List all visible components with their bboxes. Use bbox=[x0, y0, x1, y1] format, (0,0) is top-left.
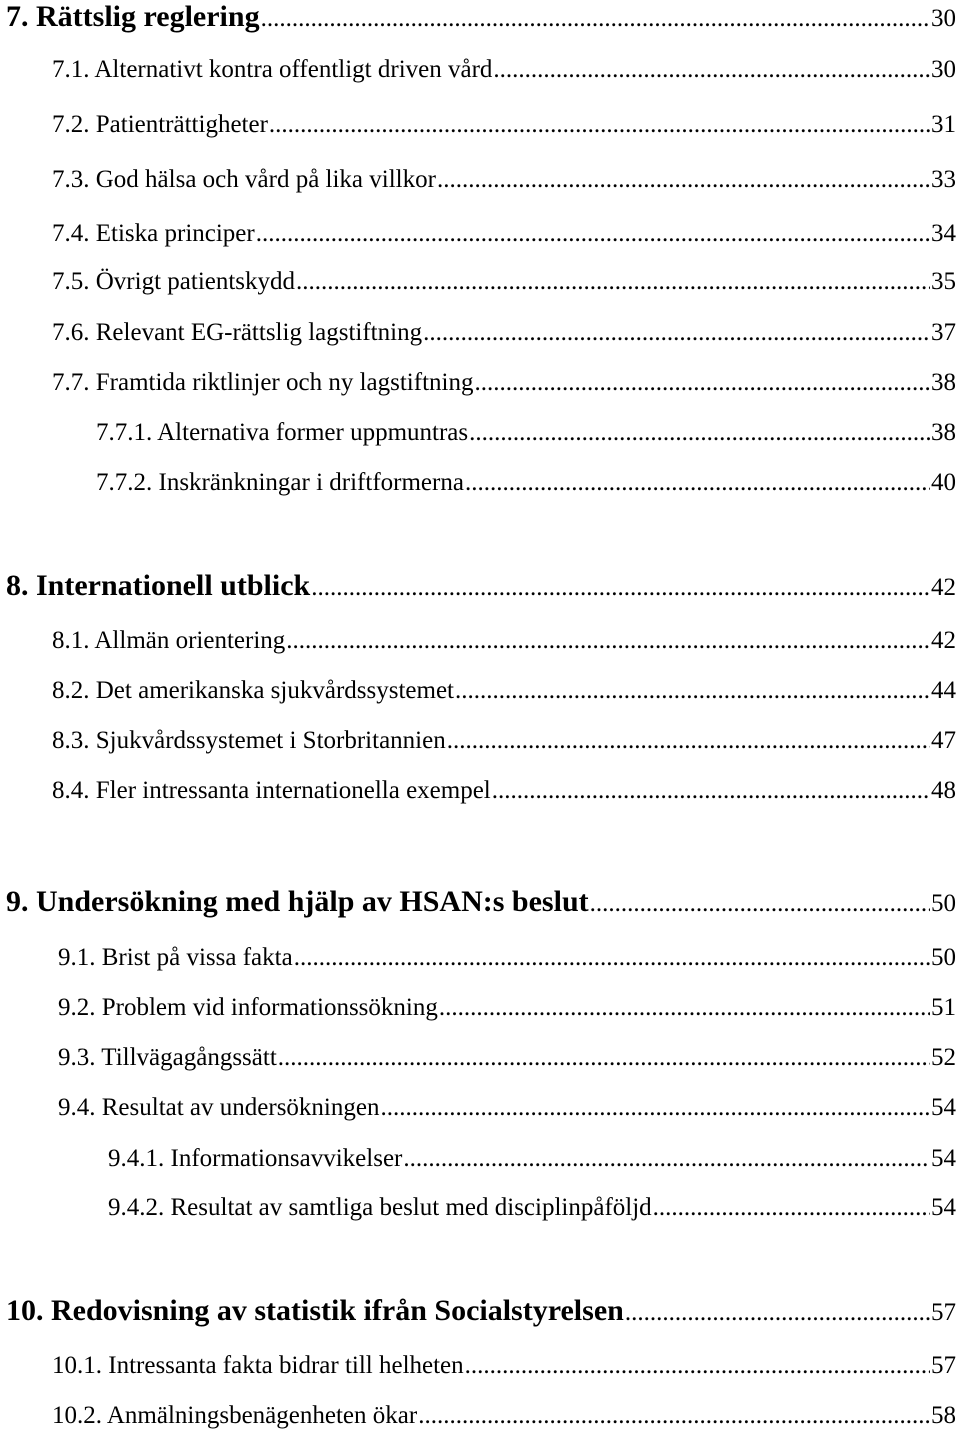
toc-page-number: 51 bbox=[931, 994, 956, 1021]
dot-leader bbox=[492, 777, 930, 805]
toc-page-number: 40 bbox=[931, 469, 956, 496]
toc-entry-chapter-10[interactable] bbox=[6, 1294, 956, 1330]
dot-leader bbox=[261, 5, 930, 33]
toc-entry-7-1[interactable] bbox=[52, 56, 956, 86]
toc-entry-chapter-9[interactable] bbox=[6, 885, 956, 921]
toc-entry-label: 7.3. God hälsa och vård på lika villkor bbox=[52, 166, 436, 193]
toc-entry-7-7-2[interactable] bbox=[96, 469, 956, 499]
toc-entry-label: 7.7. Framtida riktlinjer och ny lagstiftning bbox=[52, 369, 474, 396]
toc-entry-7-3[interactable] bbox=[52, 166, 956, 196]
dot-leader bbox=[380, 1094, 930, 1122]
toc-page-number: 42 bbox=[931, 627, 956, 654]
dot-leader bbox=[447, 727, 930, 755]
toc-entry-label: 9.4.1. Informationsavvikelser bbox=[108, 1145, 403, 1172]
toc-page-number: 38 bbox=[931, 369, 956, 396]
toc-entry-chapter-8[interactable] bbox=[6, 569, 956, 605]
toc-page-number: 50 bbox=[931, 890, 956, 917]
toc-entry-8-1[interactable] bbox=[52, 627, 956, 657]
toc-entry-chapter-7[interactable] bbox=[6, 0, 956, 36]
toc-page-number: 34 bbox=[931, 220, 956, 247]
toc-entry-label: 10. Redovisning av statistik ifrån Socialstyrelsen bbox=[6, 1294, 624, 1327]
toc-entry-label: 8.2. Det amerikanska sjukvårdssystemet bbox=[52, 677, 454, 704]
dot-leader bbox=[423, 319, 930, 347]
toc-page-number: 44 bbox=[931, 677, 956, 704]
toc-page-number: 42 bbox=[931, 574, 956, 601]
toc-page-number: 31 bbox=[931, 111, 956, 138]
toc-entry-label: 8.4. Fler intressanta internationella exempel bbox=[52, 777, 491, 804]
toc-entry-9-1[interactable] bbox=[58, 944, 956, 974]
toc-page-number: 54 bbox=[931, 1145, 956, 1172]
dot-leader bbox=[469, 419, 930, 447]
dot-leader bbox=[437, 166, 930, 194]
toc-page-number: 58 bbox=[931, 1402, 956, 1429]
toc-entry-label: 9.2. Problem vid informationssökning bbox=[58, 994, 438, 1021]
toc-entry-label: 8.3. Sjukvårdssystemet i Storbritannien bbox=[52, 727, 446, 754]
toc-entry-7-5[interactable] bbox=[52, 268, 956, 298]
dot-leader bbox=[418, 1402, 930, 1430]
dot-leader bbox=[455, 677, 930, 705]
dot-leader bbox=[403, 1145, 930, 1173]
toc-page-number: 57 bbox=[931, 1299, 956, 1326]
toc-entry-7-4[interactable] bbox=[52, 220, 956, 250]
dot-leader bbox=[269, 111, 930, 139]
dot-leader bbox=[493, 56, 930, 84]
dot-leader bbox=[625, 1299, 930, 1327]
toc-page-number: 35 bbox=[931, 268, 956, 295]
toc-entry-9-4-2[interactable] bbox=[108, 1194, 956, 1224]
dot-leader bbox=[311, 574, 930, 602]
toc-page-number: 47 bbox=[931, 727, 956, 754]
toc-entry-label: 10.1. Intressanta fakta bidrar till helheten bbox=[52, 1352, 464, 1379]
toc-entry-label: 8.1. Allmän orientering bbox=[52, 627, 286, 654]
dot-leader bbox=[286, 627, 930, 655]
toc-entry-7-7-1[interactable] bbox=[96, 419, 956, 449]
toc-entry-7-6[interactable] bbox=[52, 319, 956, 349]
toc-page-number: 30 bbox=[931, 56, 956, 83]
toc-entry-label: 10.2. Anmälningsbenägenheten ökar bbox=[52, 1402, 418, 1429]
toc-entry-label: 9.3. Tillvägagångssätt bbox=[58, 1044, 277, 1071]
toc-entry-label: 8. Internationell utblick bbox=[6, 569, 311, 602]
dot-leader bbox=[590, 890, 930, 918]
toc-entry-9-4[interactable] bbox=[58, 1094, 956, 1124]
dot-leader bbox=[294, 944, 930, 972]
dot-leader bbox=[474, 369, 930, 397]
toc-page-number: 50 bbox=[931, 944, 956, 971]
toc-page-number: 52 bbox=[931, 1044, 956, 1071]
toc-entry-10-1[interactable] bbox=[52, 1352, 956, 1382]
toc-entry-label: 7.6. Relevant EG-rättslig lagstiftning bbox=[52, 319, 423, 346]
dot-leader bbox=[296, 268, 930, 296]
toc-entry-8-4[interactable] bbox=[52, 777, 956, 807]
dot-leader bbox=[278, 1044, 930, 1072]
toc-entry-9-3[interactable] bbox=[58, 1044, 956, 1074]
toc-page-number: 54 bbox=[931, 1094, 956, 1121]
toc-entry-label: 7.4. Etiska principer bbox=[52, 220, 255, 247]
dot-leader bbox=[465, 469, 930, 497]
toc-entry-label: 7.5. Övrigt patientskydd bbox=[52, 268, 296, 295]
toc-entry-label: 9.4.2. Resultat av samtliga beslut med disciplinpåföljd bbox=[108, 1194, 652, 1221]
toc-page-number: 54 bbox=[931, 1194, 956, 1221]
dot-leader bbox=[256, 220, 930, 248]
toc-page-number: 48 bbox=[931, 777, 956, 804]
toc-entry-9-2[interactable] bbox=[58, 994, 956, 1024]
toc-entry-label: 7.2. Patienträttigheter bbox=[52, 111, 268, 138]
toc-entry-label: 7.7.1. Alternativa former uppmuntras bbox=[96, 419, 469, 446]
toc-page-number: 37 bbox=[931, 319, 956, 346]
toc-entry-8-2[interactable] bbox=[52, 677, 956, 707]
toc-page-number: 33 bbox=[931, 166, 956, 193]
dot-leader bbox=[439, 994, 930, 1022]
toc-entry-label: 7.1. Alternativt kontra offentligt driven vård bbox=[52, 56, 493, 83]
toc-entry-label: 9. Undersökning med hjälp av HSAN:s beslut bbox=[6, 885, 589, 918]
toc-entry-8-3[interactable] bbox=[52, 727, 956, 757]
toc-entry-7-7[interactable] bbox=[52, 369, 956, 399]
toc-entry-7-2[interactable] bbox=[52, 111, 956, 141]
toc-entry-10-2[interactable] bbox=[52, 1402, 956, 1432]
toc-page-number: 57 bbox=[931, 1352, 956, 1379]
toc-entry-9-4-1[interactable] bbox=[108, 1145, 956, 1175]
toc-entry-label: 7.7.2. Inskränkningar i driftformerna bbox=[96, 469, 464, 496]
dot-leader bbox=[653, 1194, 930, 1222]
toc-entry-label: 9.1. Brist på vissa fakta bbox=[58, 944, 293, 971]
toc-page-number: 38 bbox=[931, 419, 956, 446]
toc-entry-label: 7. Rättslig reglering bbox=[6, 0, 260, 33]
toc-entry-label: 9.4. Resultat av undersökningen bbox=[58, 1094, 380, 1121]
dot-leader bbox=[465, 1352, 930, 1380]
toc-page-number: 30 bbox=[931, 5, 956, 32]
